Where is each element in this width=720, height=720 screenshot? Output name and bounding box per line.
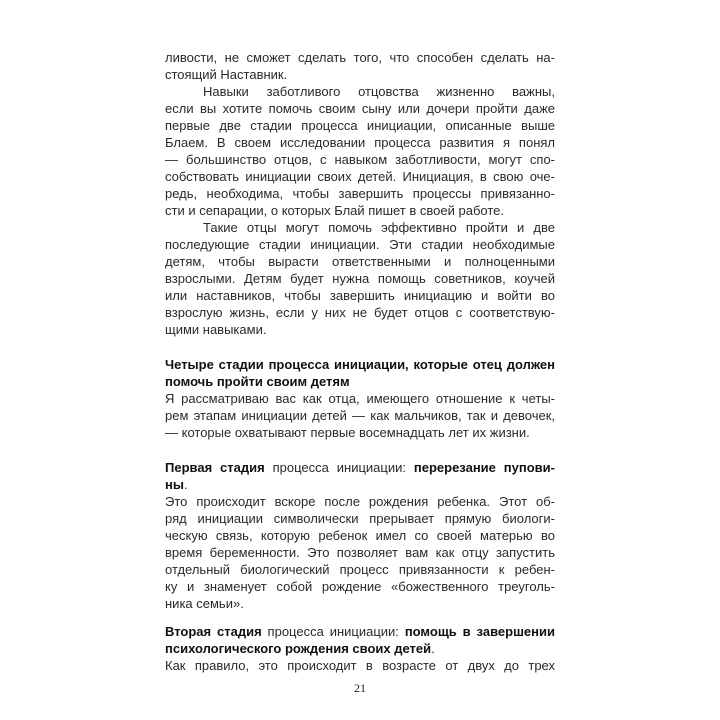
text-line: взрослыми. Детям будет нужна помощь советников, коучей <box>165 271 555 286</box>
text-line: ника семьи». <box>165 596 244 611</box>
text-line: время беременности. Это позволяет вам как отцу запустить <box>165 545 555 560</box>
stage-middle: процесса инициации: <box>264 460 414 475</box>
stage-title <box>165 641 555 657</box>
text-line: Блаем. В своем исследовании процесса развития я понял <box>165 135 555 150</box>
text-line: отдельный биологический процесс привязанности к ребен- <box>165 562 555 577</box>
stage-title <box>165 477 555 493</box>
text-line: рем этапам инициации детей — как мальчиков, так и девочек, <box>165 408 555 423</box>
text-line: Это происходит вскоре после рождения ребенка. Этот об- <box>165 494 555 509</box>
stage-title <box>165 460 555 476</box>
section-heading: Четыре стадии процесса инициации, которые отец должен <box>165 357 555 372</box>
stage-middle: процесса инициации: <box>261 624 405 639</box>
stage-label: Вторая стадия <box>165 624 262 639</box>
text-line: Навыки заботливого отцовства жизненно важны, <box>203 84 555 99</box>
text-line: ку и знаменует собой рождение «божественного треуголь- <box>165 579 555 594</box>
text-line: Я рассматриваю вас как отца, имеющего отношение к четы- <box>165 391 555 406</box>
text-line: ческую связь, которую ребенок имел со своей матерью во <box>165 528 555 543</box>
stage-end: . <box>183 477 188 492</box>
text-line: если вы хотите помочь своим сыну или дочери пройти даже <box>165 101 555 116</box>
text-line: ряд инициации символически прерывает прямую биологи- <box>165 511 555 526</box>
text-line: собствовать инициации своих детей. Инициация, в свою оче- <box>165 169 555 184</box>
stage-end: . <box>431 641 435 656</box>
stage-title <box>165 624 555 640</box>
text-line: редь, необходима, чтобы завершить процессы привязанно- <box>165 186 555 201</box>
stage-name: перерезание пупови- <box>413 460 555 475</box>
text-line: Как правило, это происходит в возрасте от двух до трех <box>165 658 555 673</box>
text-line: сти и сепарации, о которых Блай пишет в своей работе. <box>165 203 504 218</box>
stage-name: ны <box>165 477 184 492</box>
stage-name: помощь в завершении <box>404 624 555 639</box>
text-line: щими навыками. <box>165 322 267 337</box>
text-line: детям, чтобы вырасти ответственными и полноценными <box>165 254 555 269</box>
section-heading: помочь пройти своим детям <box>165 374 350 389</box>
page-number: 21 <box>354 681 366 695</box>
text-line: стоящий Наставник. <box>165 67 288 82</box>
text-line: ливости, не сможет сделать того, что способен сделать на- <box>165 50 555 65</box>
text-line: Такие отцы могут помочь эффективно пройти и две <box>203 220 555 235</box>
stage-label: Первая стадия <box>165 460 265 475</box>
stage-name: психологического рождения своих детей <box>165 641 432 656</box>
text-line: — которые охватывают первые восемнадцать лет их жизни. <box>165 425 530 440</box>
text-line: — большинство отцов, с навыком заботливости, могут спо- <box>165 152 555 167</box>
text-line: первые две стадии процесса инициации, описанные выше <box>165 118 555 133</box>
text-line: взрослую жизнь, если у них не будет отцов с соответствую- <box>165 305 555 320</box>
text-line: последующие стадии инициации. Эти стадии необходимые <box>165 237 555 252</box>
text-line: или наставников, чтобы завершить инициацию и войти во <box>165 288 555 303</box>
